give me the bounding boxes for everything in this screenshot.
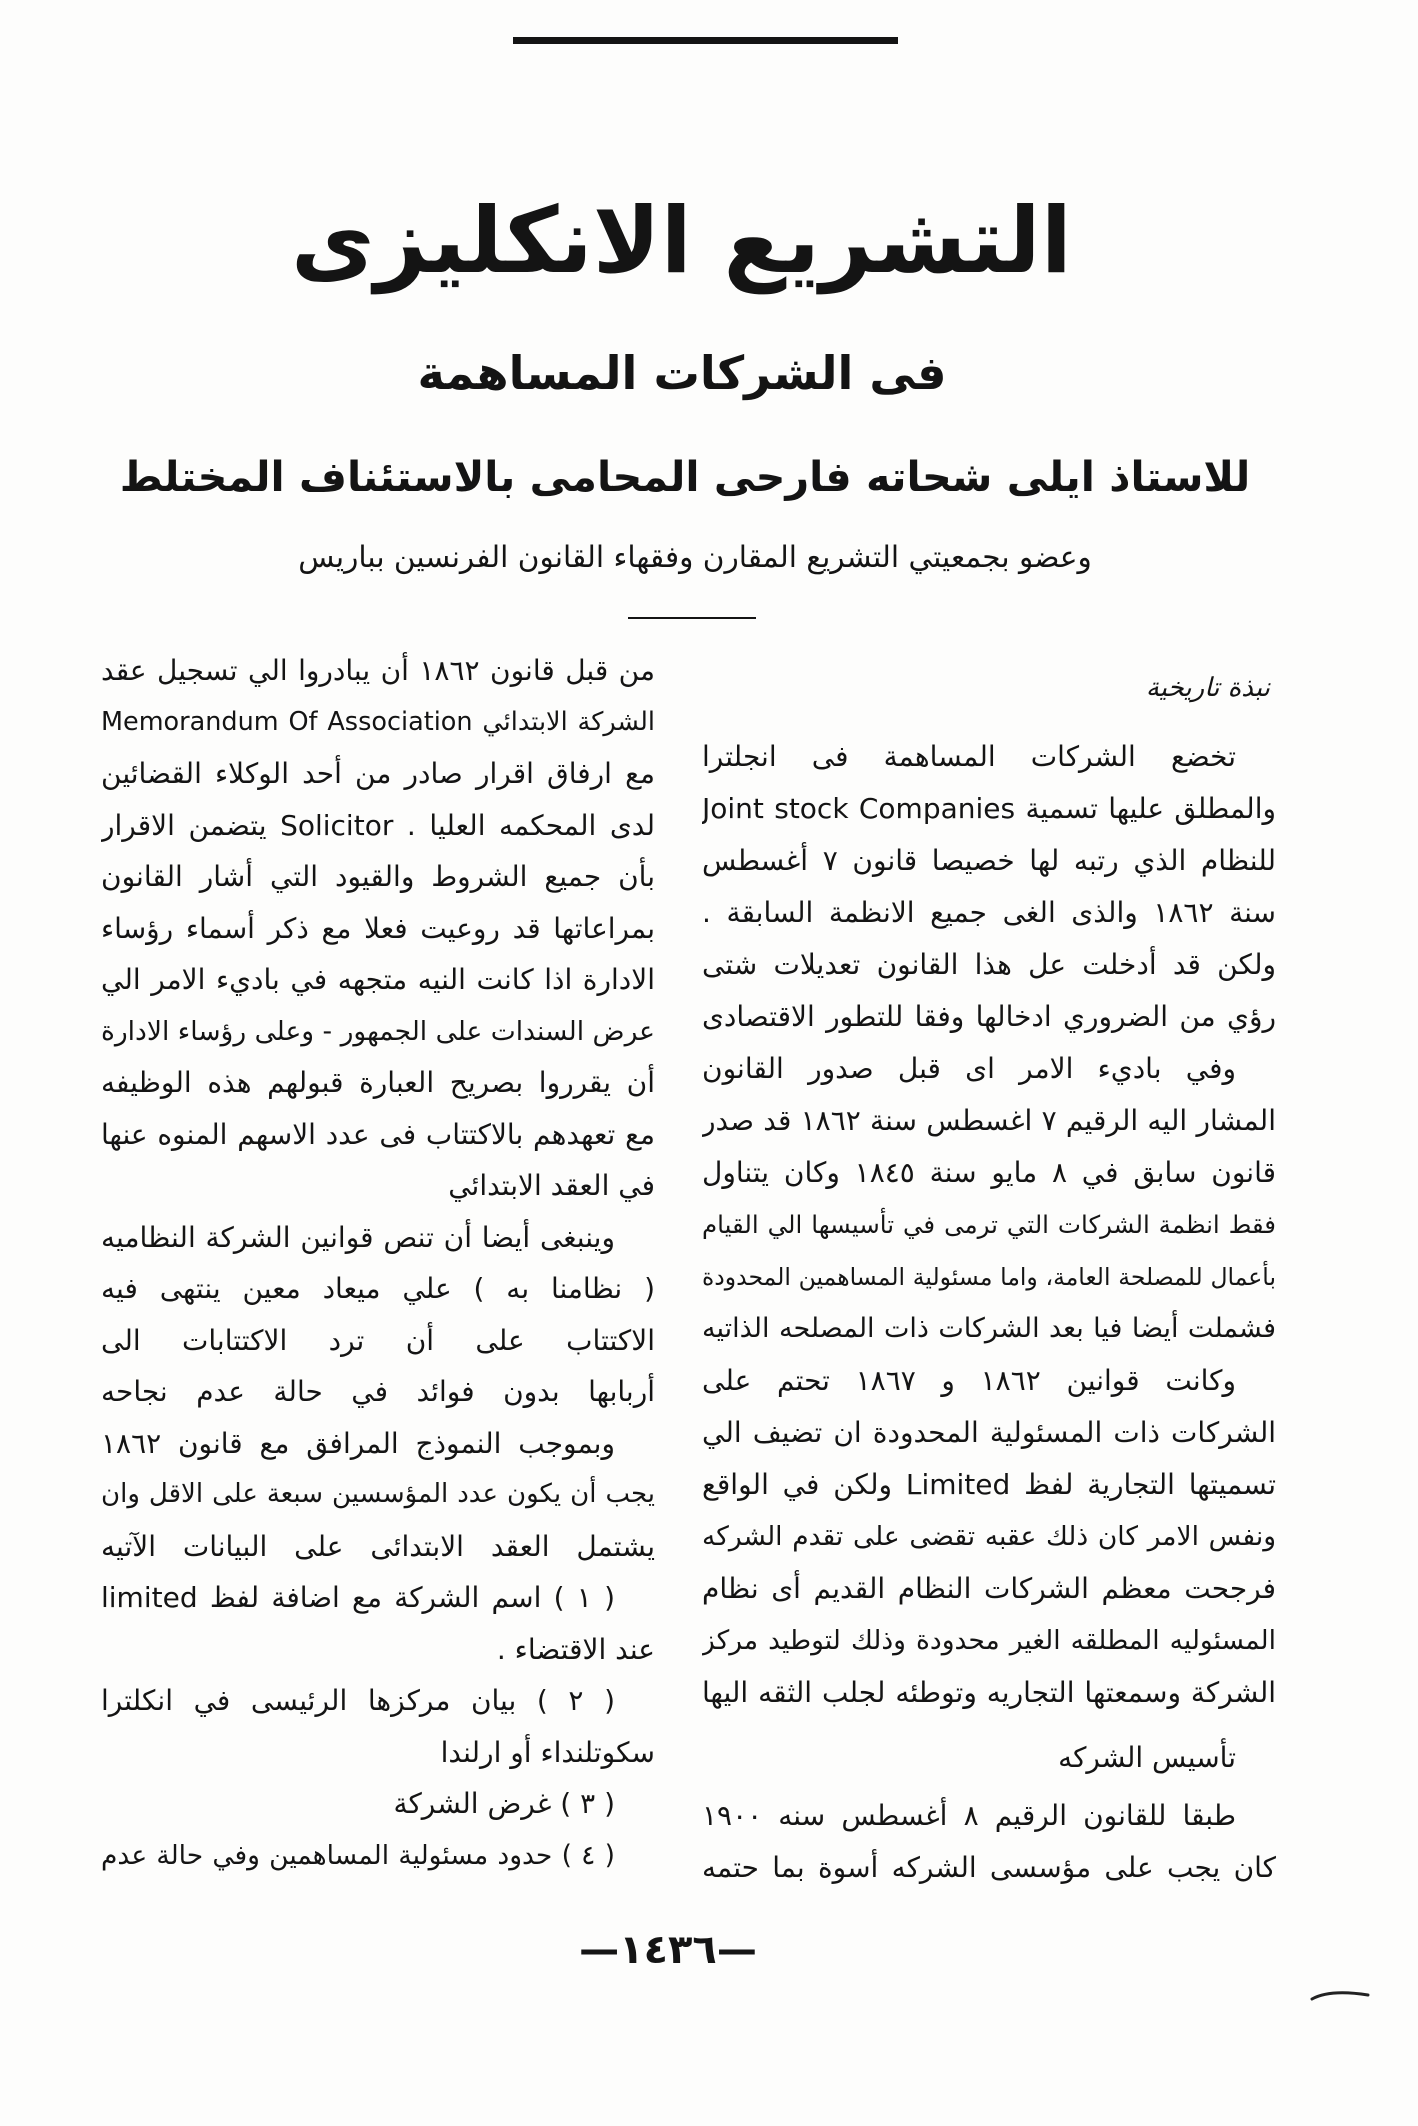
text-line: الاكتتاب على أن ترد الاكتتابات الى [101, 1323, 655, 1357]
text-line: تسميتها التجارية لفظ Limited ولكن في الواقع [702, 1468, 1276, 1501]
text-line: والمطلق عليها تسمية Joint stock Companies [702, 792, 1276, 825]
text-line: وينبغى أيضا أن تنص قوانين الشركة النظاميه [101, 1220, 615, 1254]
text-line: ولكن قد أدخلت عل هذا القانون تعديلات شتى [702, 948, 1276, 981]
right-column-paragraph-2 [702, 1790, 1276, 1894]
article-subtitle-text: فى الشركات المساهمة [417, 346, 947, 400]
page-number: —١٤٣٦— [579, 1927, 757, 1973]
left-column [101, 645, 655, 1881]
text-line: المشار اليه الرقيم ٧ اغسطس سنة ١٨٦٢ قد صدر [702, 1104, 1276, 1137]
section-heading-historical-note: نبذة تاريخية [1145, 673, 1270, 703]
text-line: ( نظامنا به ) علي ميعاد معين ينتهى فيه [101, 1272, 655, 1305]
list-item: ( ٢ ) بيان مركزها الرئيسى في انكلترا [101, 1684, 615, 1717]
text-line: للنظام الذي رتبه لها خصيصا قانون ٧ أغسطس [702, 844, 1276, 877]
text-line: وبموجب النموذج المرافق مع قانون ١٨٦٢ [101, 1426, 615, 1460]
text-line: بأعمال للمصلحة العامة، واما مسئولية المساهمين المحدودة [702, 1263, 1276, 1291]
text-line: قانون سابق في ٨ مايو سنة ١٨٤٥ وكان يتناول [702, 1156, 1276, 1189]
text-line: بأن جميع الشروط والقيود التي أشار القانون [101, 860, 655, 893]
text-line: تخضع الشركات المساهمة فى انجلترا [702, 740, 1236, 773]
text-line: أن يقرروا بصريح العبارة قبولهم هذه الوظيفه [101, 1066, 655, 1099]
right-column-heading-block [702, 662, 1276, 714]
text-line: كان يجب على مؤسسى الشركه أسوة بما حتمه [702, 1851, 1276, 1884]
article-subtitle [412, 318, 952, 413]
text-line: الشركات ذات المسئولية المحدودة ان تضيف الي [702, 1416, 1276, 1449]
text-line: المسئوليه المطلقه الغير محدودة وذلك لتوطيد مركز [702, 1625, 1276, 1656]
scan-mark [1310, 1985, 1370, 2005]
text-line: يشتمل العقد الابتدائى على البيانات الآتيه [101, 1529, 655, 1563]
list-item: ( ٤ ) حدود مسئولية المساهمين وفي حالة عدم [101, 1839, 615, 1871]
header-divider [628, 617, 756, 619]
subheading-founding: تأسيس الشركه [1058, 1741, 1236, 1774]
text-line: ونفس الامر كان ذلك عقبه تقضى على تقدم الشركه [702, 1521, 1276, 1552]
text-line: رؤي من الضروري ادخالها وفقا للتطور الاقتصادى [702, 1000, 1276, 1033]
text-line: سكوتلنداء أو ارلندا [440, 1735, 655, 1769]
text-line: أربابها بدون فوائد في حالة عدم نجاحه [101, 1375, 655, 1408]
text-line: الشركة الابتدائي Memorandum Of Association [101, 706, 655, 737]
list-item: ( ١ ) اسم الشركة مع اضافة لفظ limited [101, 1581, 616, 1614]
text-line: يجب أن يكون عدد المؤسسين سبعة على الاقل وان [101, 1479, 655, 1509]
author-line-text: للاستاذ ايلى شحاته فارحى المحامى بالاستئناف المختلط [119, 453, 1251, 501]
text-line: مع ارفاق اقرار صادر من أحد الوكلاء القضائين [101, 757, 655, 790]
author-membership-line [290, 532, 1100, 582]
list-item: ( ٣ ) غرض الشركة [393, 1787, 615, 1820]
author-membership-text: وعضو بجمعيتي التشريع المقارن وفقهاء القانون الفرنسين بباريس [298, 540, 1092, 574]
text-line: وكانت قوانين ١٨٦٢ و ١٨٦٧ تحتم على [702, 1364, 1236, 1397]
text-line: الشركة وسمعتها التجاريه وتوطئه لجلب الثقه اليها [702, 1676, 1276, 1709]
text-line: بمراعاتها قد روعيت فعلا مع ذكر أسماء رؤساء [101, 911, 655, 945]
text-line: الادارة اذا كانت النيه متجهه في باديء الامر الي [101, 963, 655, 996]
text-line: عند الاقتضاء . [496, 1632, 655, 1666]
text-line: سنة ١٨٦٢ والذى الغى جميع الانظمة السابقة . [702, 896, 1276, 929]
right-column-subheading-block [702, 1732, 1276, 1784]
text-line: لدى المحكمه العليا . Solicitor يتضمن الاقرار [101, 808, 655, 842]
text-line: في العقد الابتدائي [448, 1169, 655, 1202]
text-line: فرجحت معظم الشركات النظام القديم أى نظام [702, 1572, 1276, 1605]
article-title-text: التشريع الانكليزى [290, 188, 1072, 294]
text-line: طبقا للقانون الرقيم ٨ أغسطس سنه ١٩٠٠ [702, 1799, 1236, 1832]
top-rule [513, 37, 898, 44]
right-column-paragraph-1 [702, 731, 1276, 1719]
article-title [283, 148, 1080, 320]
text-line: مع تعهدهم بالاكتتاب فى عدد الاسهم المنوه عنها [101, 1117, 655, 1151]
text-line: عرض السندات على الجمهور - وعلى رؤساء الادارة [101, 1015, 655, 1047]
text-line: فقط انظمة الشركات التي ترمى في تأسيسها الي القيام [702, 1210, 1276, 1239]
text-line: فشملت أيضا فيا بعد الشركات ذات المصلحه الذاتيه [702, 1313, 1276, 1344]
text-line: من قبل قانون ١٨٦٢ أن يبادروا الي تسجيل عقد [101, 654, 655, 687]
author-line [108, 428, 1262, 518]
text-line: وفي باديء الامر اى قبل صدور القانون [702, 1052, 1236, 1085]
